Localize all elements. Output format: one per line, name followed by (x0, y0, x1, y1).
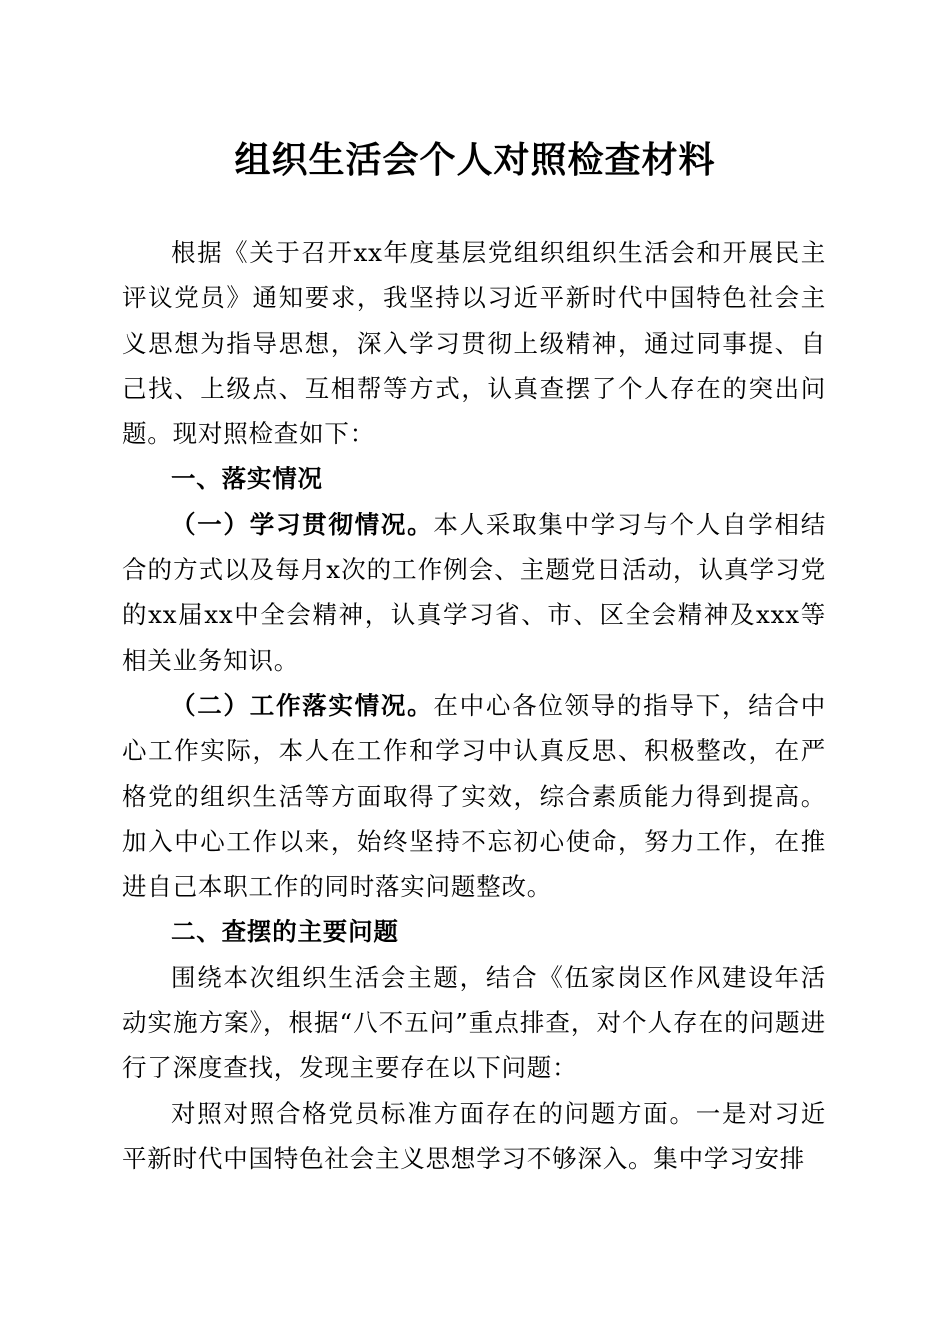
study-implementation-lead: （一）学习贯彻情况。 (171, 509, 434, 539)
document-body (122, 230, 826, 1181)
section-heading-problems: 二、查摆的主要问题 (171, 917, 399, 947)
standards-problems-paragraph: 对照对照合格党员标准方面存在的问题方面。一是对习近平新时代中国特色社会主义思想学习不够深入。集中学习安排 (122, 1098, 826, 1173)
section-heading-implementation: 一、落实情况 (171, 464, 323, 494)
study-implementation-paragraph (122, 502, 826, 683)
document-title: 组织生活会个人对照检查材料 (234, 139, 716, 181)
work-implementation-lead: （二）工作落实情况。 (171, 690, 434, 720)
work-implementation-paragraph (122, 683, 826, 909)
intro-paragraph: 根据《关于召开xx年度基层党组织组织生活会和开展民主评议党员》通知要求，我坚持以习近平新时代中国特色社会主义思想为指导思想，深入学习贯彻上级精神，通过同事提、自己找、上级点、互相帮等方式，认真查摆了个人存在的突出问题。现对照检查如下： (122, 238, 826, 449)
study-implementation-body: 本人采取集中学习与个人自学相结合的方式以及每月x次的工作例会、主题党日活动，认真学习党的xx届xx中全会精神，认真学习省、市、区全会精神及xxx等相关业务知识。 (122, 509, 826, 675)
work-implementation-body: 在中心各位领导的指导下，结合中心工作实际，本人在工作和学习中认真反思、积极整改，在严格党的组织生活等方面取得了实效，综合素质能力得到提高。加入中心工作以来，始终坚持不忘初心使命，努力工作，在推进自己本职工作的同时落实问题整改。 (122, 690, 826, 902)
problems-overview-paragraph: 围绕本次组织生活会主题，结合《伍家岗区作风建设年活动实施方案》，根据“八不五问”重点排查，对个人存在的问题进行了深度查找，发现主要存在以下问题： (122, 962, 826, 1083)
